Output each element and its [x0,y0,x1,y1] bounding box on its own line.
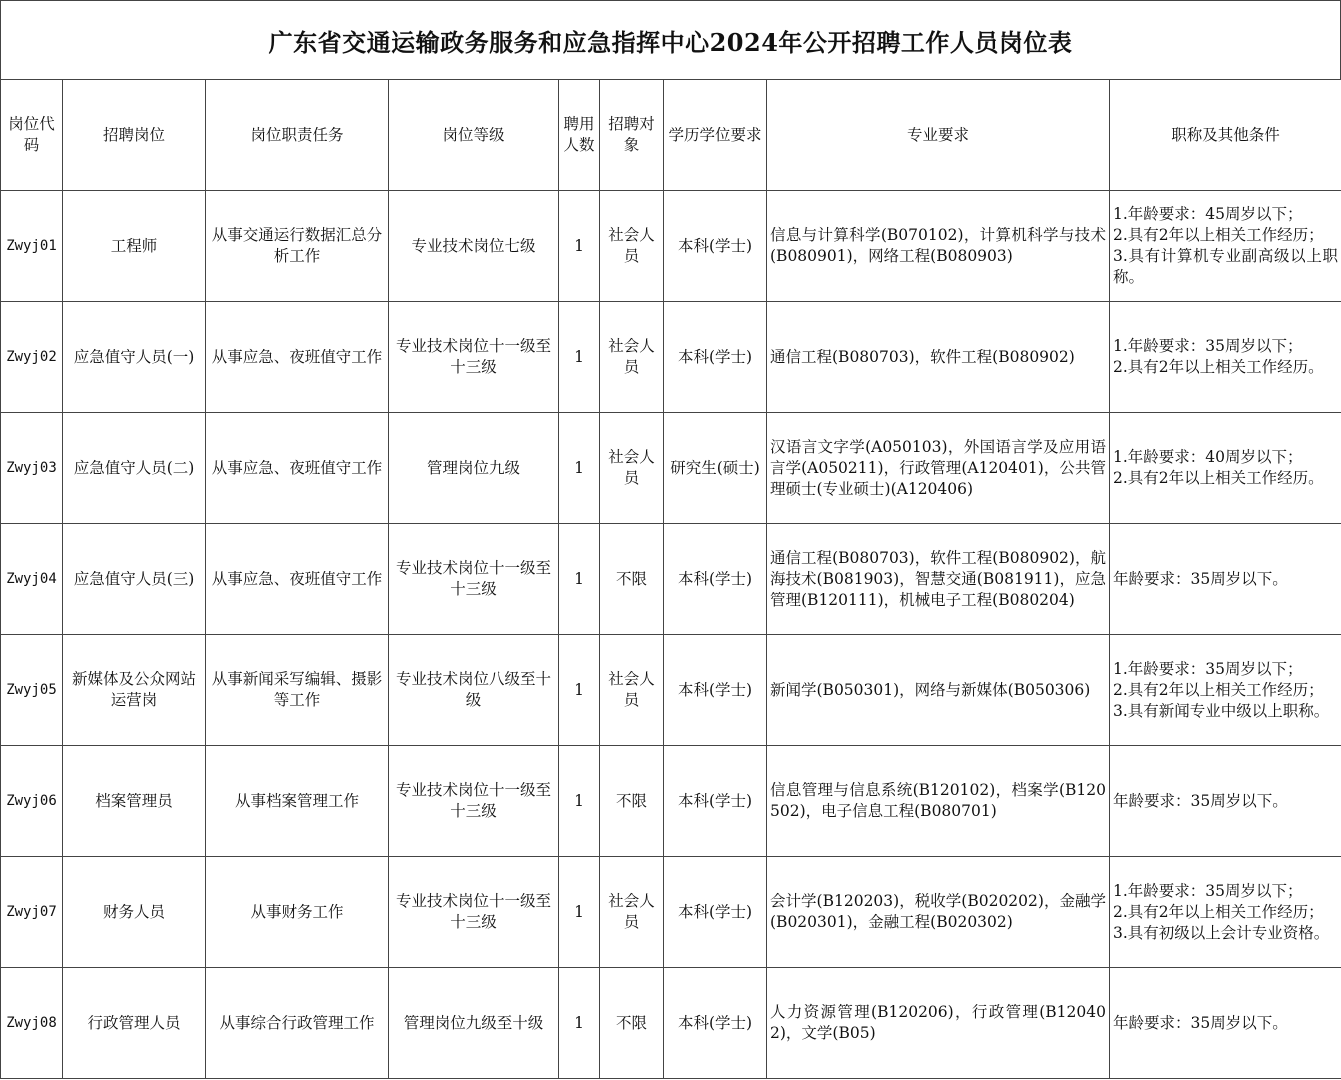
cell-conditions [1110,413,1341,524]
cell-education: 本科(学士) [664,191,767,302]
cell-education: 本科(学士) [664,746,767,857]
cell-code: Zwyj03 [1,413,63,524]
cell-duty: 从事交通运行数据汇总分析工作 [206,191,389,302]
cell-count: 1 [559,413,600,524]
condition-line: 2.具有2年以上相关工作经历。 [1113,469,1324,487]
cell-education: 本科(学士) [664,524,767,635]
cell-grade: 专业技术岗位七级 [389,191,559,302]
cell-target: 不限 [600,524,664,635]
cell-conditions [1110,857,1341,968]
cell-count: 1 [559,302,600,413]
cell-conditions [1110,635,1341,746]
condition-line: 2.具有2年以上相关工作经历； [1113,226,1324,244]
cell-target: 不限 [600,968,664,1079]
cell-code: Zwyj07 [1,857,63,968]
table-row [1,746,1341,857]
cell-conditions [1110,191,1341,302]
cell-duty: 从事综合行政管理工作 [206,968,389,1079]
cell-education: 本科(学士) [664,968,767,1079]
cell-position: 行政管理人员 [63,968,206,1079]
cell-count: 1 [559,746,600,857]
cell-education: 本科(学士) [664,857,767,968]
positions-table [0,79,1341,1079]
condition-line: 年龄要求：35周岁以下。 [1113,791,1288,810]
cell-position: 应急值守人员(三) [63,524,206,635]
condition-line: 3.具有计算机专业副高级以上职称。 [1113,247,1338,286]
cell-count: 1 [559,635,600,746]
cell-conditions [1110,302,1341,413]
table-row [1,302,1341,413]
cell-code: Zwyj01 [1,191,63,302]
header-grade: 岗位等级 [389,80,559,191]
condition-line: 3.具有初级以上会计专业资格。 [1113,923,1330,942]
cell-grade: 管理岗位九级至十级 [389,968,559,1079]
cell-grade: 专业技术岗位八级至十级 [389,635,559,746]
header-education: 学历学位要求 [664,80,767,191]
cell-code: Zwyj04 [1,524,63,635]
cell-count: 1 [559,857,600,968]
cell-count: 1 [559,968,600,1079]
header-conditions: 职称及其他条件 [1110,80,1341,191]
cell-duty: 从事档案管理工作 [206,746,389,857]
header-target: 招聘对象 [600,80,664,191]
cell-major: 新闻学(B050301)，网络与新媒体(B050306) [767,635,1110,746]
header-position: 招聘岗位 [63,80,206,191]
cell-grade: 专业技术岗位十一级至十三级 [389,746,559,857]
cell-code: Zwyj02 [1,302,63,413]
table-row [1,413,1341,524]
condition-line: 1.年龄要求：35周岁以下； [1113,881,1303,900]
table-row [1,191,1341,302]
cell-target: 社会人员 [600,191,664,302]
cell-major: 会计学(B120203)，税收学(B020202)，金融学(B020301)，金融工程(B020302) [767,857,1110,968]
cell-duty: 从事新闻采写编辑、摄影等工作 [206,635,389,746]
cell-code: Zwyj05 [1,635,63,746]
cell-duty: 从事财务工作 [206,857,389,968]
condition-line: 3.具有新闻专业中级以上职称。 [1113,701,1330,720]
cell-education: 本科(学士) [664,635,767,746]
cell-duty: 从事应急、夜班值守工作 [206,302,389,413]
cell-target: 社会人员 [600,302,664,413]
cell-grade: 专业技术岗位十一级至十三级 [389,524,559,635]
cell-position: 应急值守人员(一) [63,302,206,413]
table-body [1,191,1341,1079]
cell-education: 研究生(硕士) [664,413,767,524]
cell-position: 财务人员 [63,857,206,968]
cell-target: 社会人员 [600,857,664,968]
cell-code: Zwyj06 [1,746,63,857]
cell-position: 应急值守人员(二) [63,413,206,524]
header-duty: 岗位职责任务 [206,80,389,191]
cell-code: Zwyj08 [1,968,63,1079]
cell-conditions [1110,968,1341,1079]
document-title: 广东省交通运输政务服务和应急指挥中心2024年公开招聘工作人员岗位表 [0,0,1341,79]
cell-duty: 从事应急、夜班值守工作 [206,413,389,524]
cell-target: 不限 [600,746,664,857]
condition-line: 年龄要求：35周岁以下。 [1113,1013,1288,1032]
cell-target: 社会人员 [600,635,664,746]
cell-major: 通信工程(B080703)，软件工程(B080902) [767,302,1110,413]
cell-major: 人力资源管理(B120206)，行政管理(B120402)，文学(B05) [767,968,1110,1079]
condition-line: 2.具有2年以上相关工作经历。 [1113,358,1324,376]
cell-grade: 专业技术岗位十一级至十三级 [389,302,559,413]
condition-line: 2.具有2年以上相关工作经历； [1113,680,1324,699]
table-row [1,635,1341,746]
condition-line: 1.年龄要求：35周岁以下； [1113,337,1303,355]
cell-education: 本科(学士) [664,302,767,413]
cell-target: 社会人员 [600,413,664,524]
cell-duty: 从事应急、夜班值守工作 [206,524,389,635]
cell-count: 1 [559,524,600,635]
header-count: 聘用人数 [559,80,600,191]
table-row [1,968,1341,1079]
condition-line: 2.具有2年以上相关工作经历； [1113,902,1324,921]
table-row [1,524,1341,635]
cell-major: 信息管理与信息系统(B120102)，档案学(B120502)，电子信息工程(B080701) [767,746,1110,857]
cell-grade: 管理岗位九级 [389,413,559,524]
condition-line: 1.年龄要求：45周岁以下； [1113,205,1303,223]
table-row [1,857,1341,968]
cell-major: 汉语言文字学(A050103)，外国语言学及应用语言学(A050211)，行政管理(A120401)，公共管理硕士(专业硕士)(A120406) [767,413,1110,524]
cell-conditions [1110,524,1341,635]
table-header-row [1,80,1341,191]
cell-count: 1 [559,191,600,302]
cell-conditions [1110,746,1341,857]
header-code: 岗位代码 [1,80,63,191]
condition-line: 1.年龄要求：40周岁以下； [1113,448,1303,466]
header-major: 专业要求 [767,80,1110,191]
cell-position: 工程师 [63,191,206,302]
cell-position: 新媒体及公众网站运营岗 [63,635,206,746]
condition-line: 年龄要求：35周岁以下。 [1113,569,1288,588]
cell-major: 通信工程(B080703)，软件工程(B080902)，航海技术(B081903)，智慧交通(B081911)，应急管理(B120111)，机械电子工程(B080204) [767,524,1110,635]
cell-grade: 专业技术岗位十一级至十三级 [389,857,559,968]
cell-position: 档案管理员 [63,746,206,857]
cell-major: 信息与计算科学(B070102)，计算机科学与技术(B080901)，网络工程(B080903) [767,191,1110,302]
condition-line: 1.年龄要求：35周岁以下； [1113,659,1303,678]
